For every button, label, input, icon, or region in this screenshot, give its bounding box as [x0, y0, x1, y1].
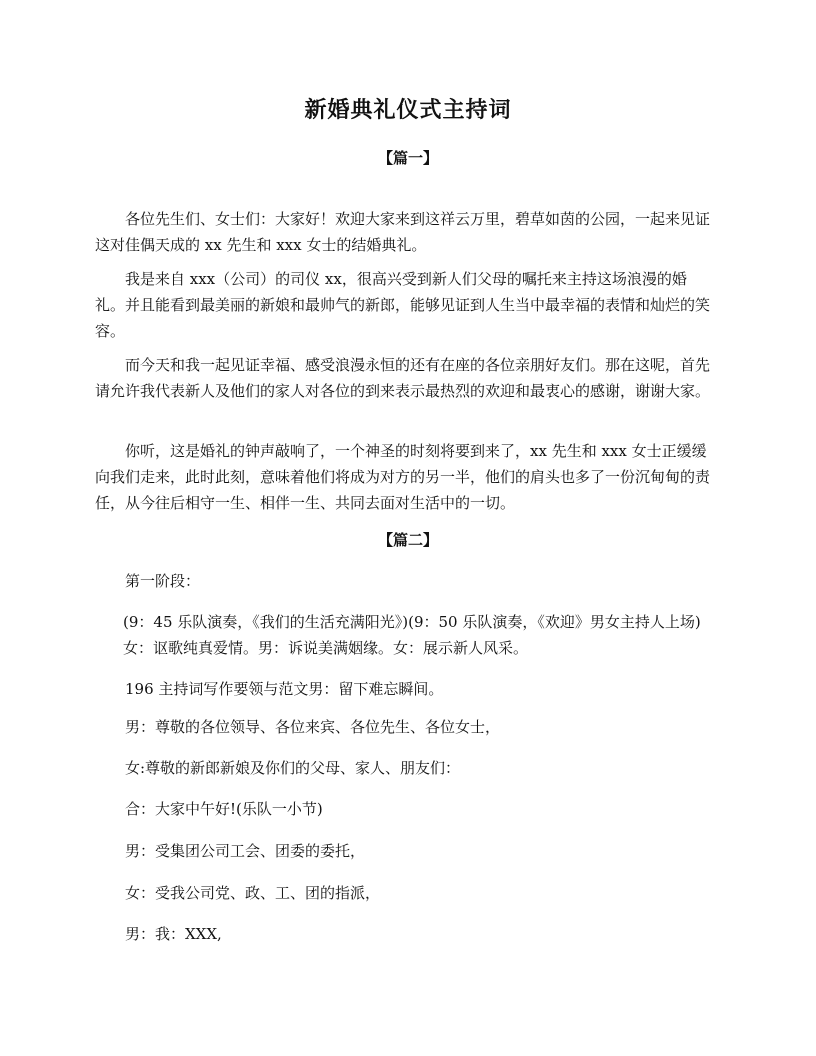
section-heading-2: 【篇二】 [377, 531, 438, 549]
paragraph: 你听，这是婚礼的钟声敲响了，一个神圣的时刻将要到来了，xx 先生和 xxx 女士正缓缓向我们走来，此时此刻，意味着他们将成为对方的另一半，他们的肩头也多了一份沉甸甸的责任，从今往后相守一生、相伴一生、共同去面对生活中的一切。 [95, 442, 711, 512]
paragraph: (9：45 乐队演奏，《我们的生活充满阳光》)(9：50 乐队演奏，《欢迎》男女主持人上场)女：讴歌纯真爱情。男：诉说美满姻缘。女：展示新人风采。 [123, 613, 701, 657]
section-heading-1: 【篇一】 [377, 149, 438, 167]
text-line: 第一阶段： [125, 572, 201, 590]
text-line: 女：受我公司党、政、工、团的指派， [125, 884, 381, 902]
paragraph: 而今天和我一起见证幸福、感受浪漫永恒的还有在座的各位亲朋好友们。那在这呢，首先请允许我代表新人及他们的家人对各位的到来表示最热烈的欢迎和最衷心的感谢，谢谢大家。 [95, 356, 711, 400]
text-line: 196 主持词写作要领与范文男：留下难忘瞬间。 [125, 680, 444, 698]
text-line: 男：受集团公司工会、团委的委托， [125, 842, 366, 860]
paragraph: 我是来自 xxx（公司）的司仪 xx，很高兴受到新人们父母的嘱托来主持这场浪漫的婚礼。并且能看到最美丽的新娘和最帅气的新郎，能够见证到人生当中最幸福的表情和灿烂的笑容。 [95, 270, 711, 340]
paragraph: 各位先生们、女士们：大家好！欢迎大家来到这祥云万里，碧草如茵的公园，一起来见证这对佳偶天成的 xx 先生和 xxx 女士的结婚典礼。 [95, 210, 711, 254]
text-line: 女:尊敬的新郎新娘及你们的父母、家人、朋友们： [125, 759, 461, 777]
text-line: 男：尊敬的各位领导、各位来宾、各位先生、各位女士， [125, 718, 501, 736]
document-title: 新婚典礼仪式主持词 [304, 97, 512, 123]
text-line: 男：我：XXX, [125, 925, 222, 943]
text-line: 合：大家中午好!(乐队一小节) [125, 800, 323, 818]
